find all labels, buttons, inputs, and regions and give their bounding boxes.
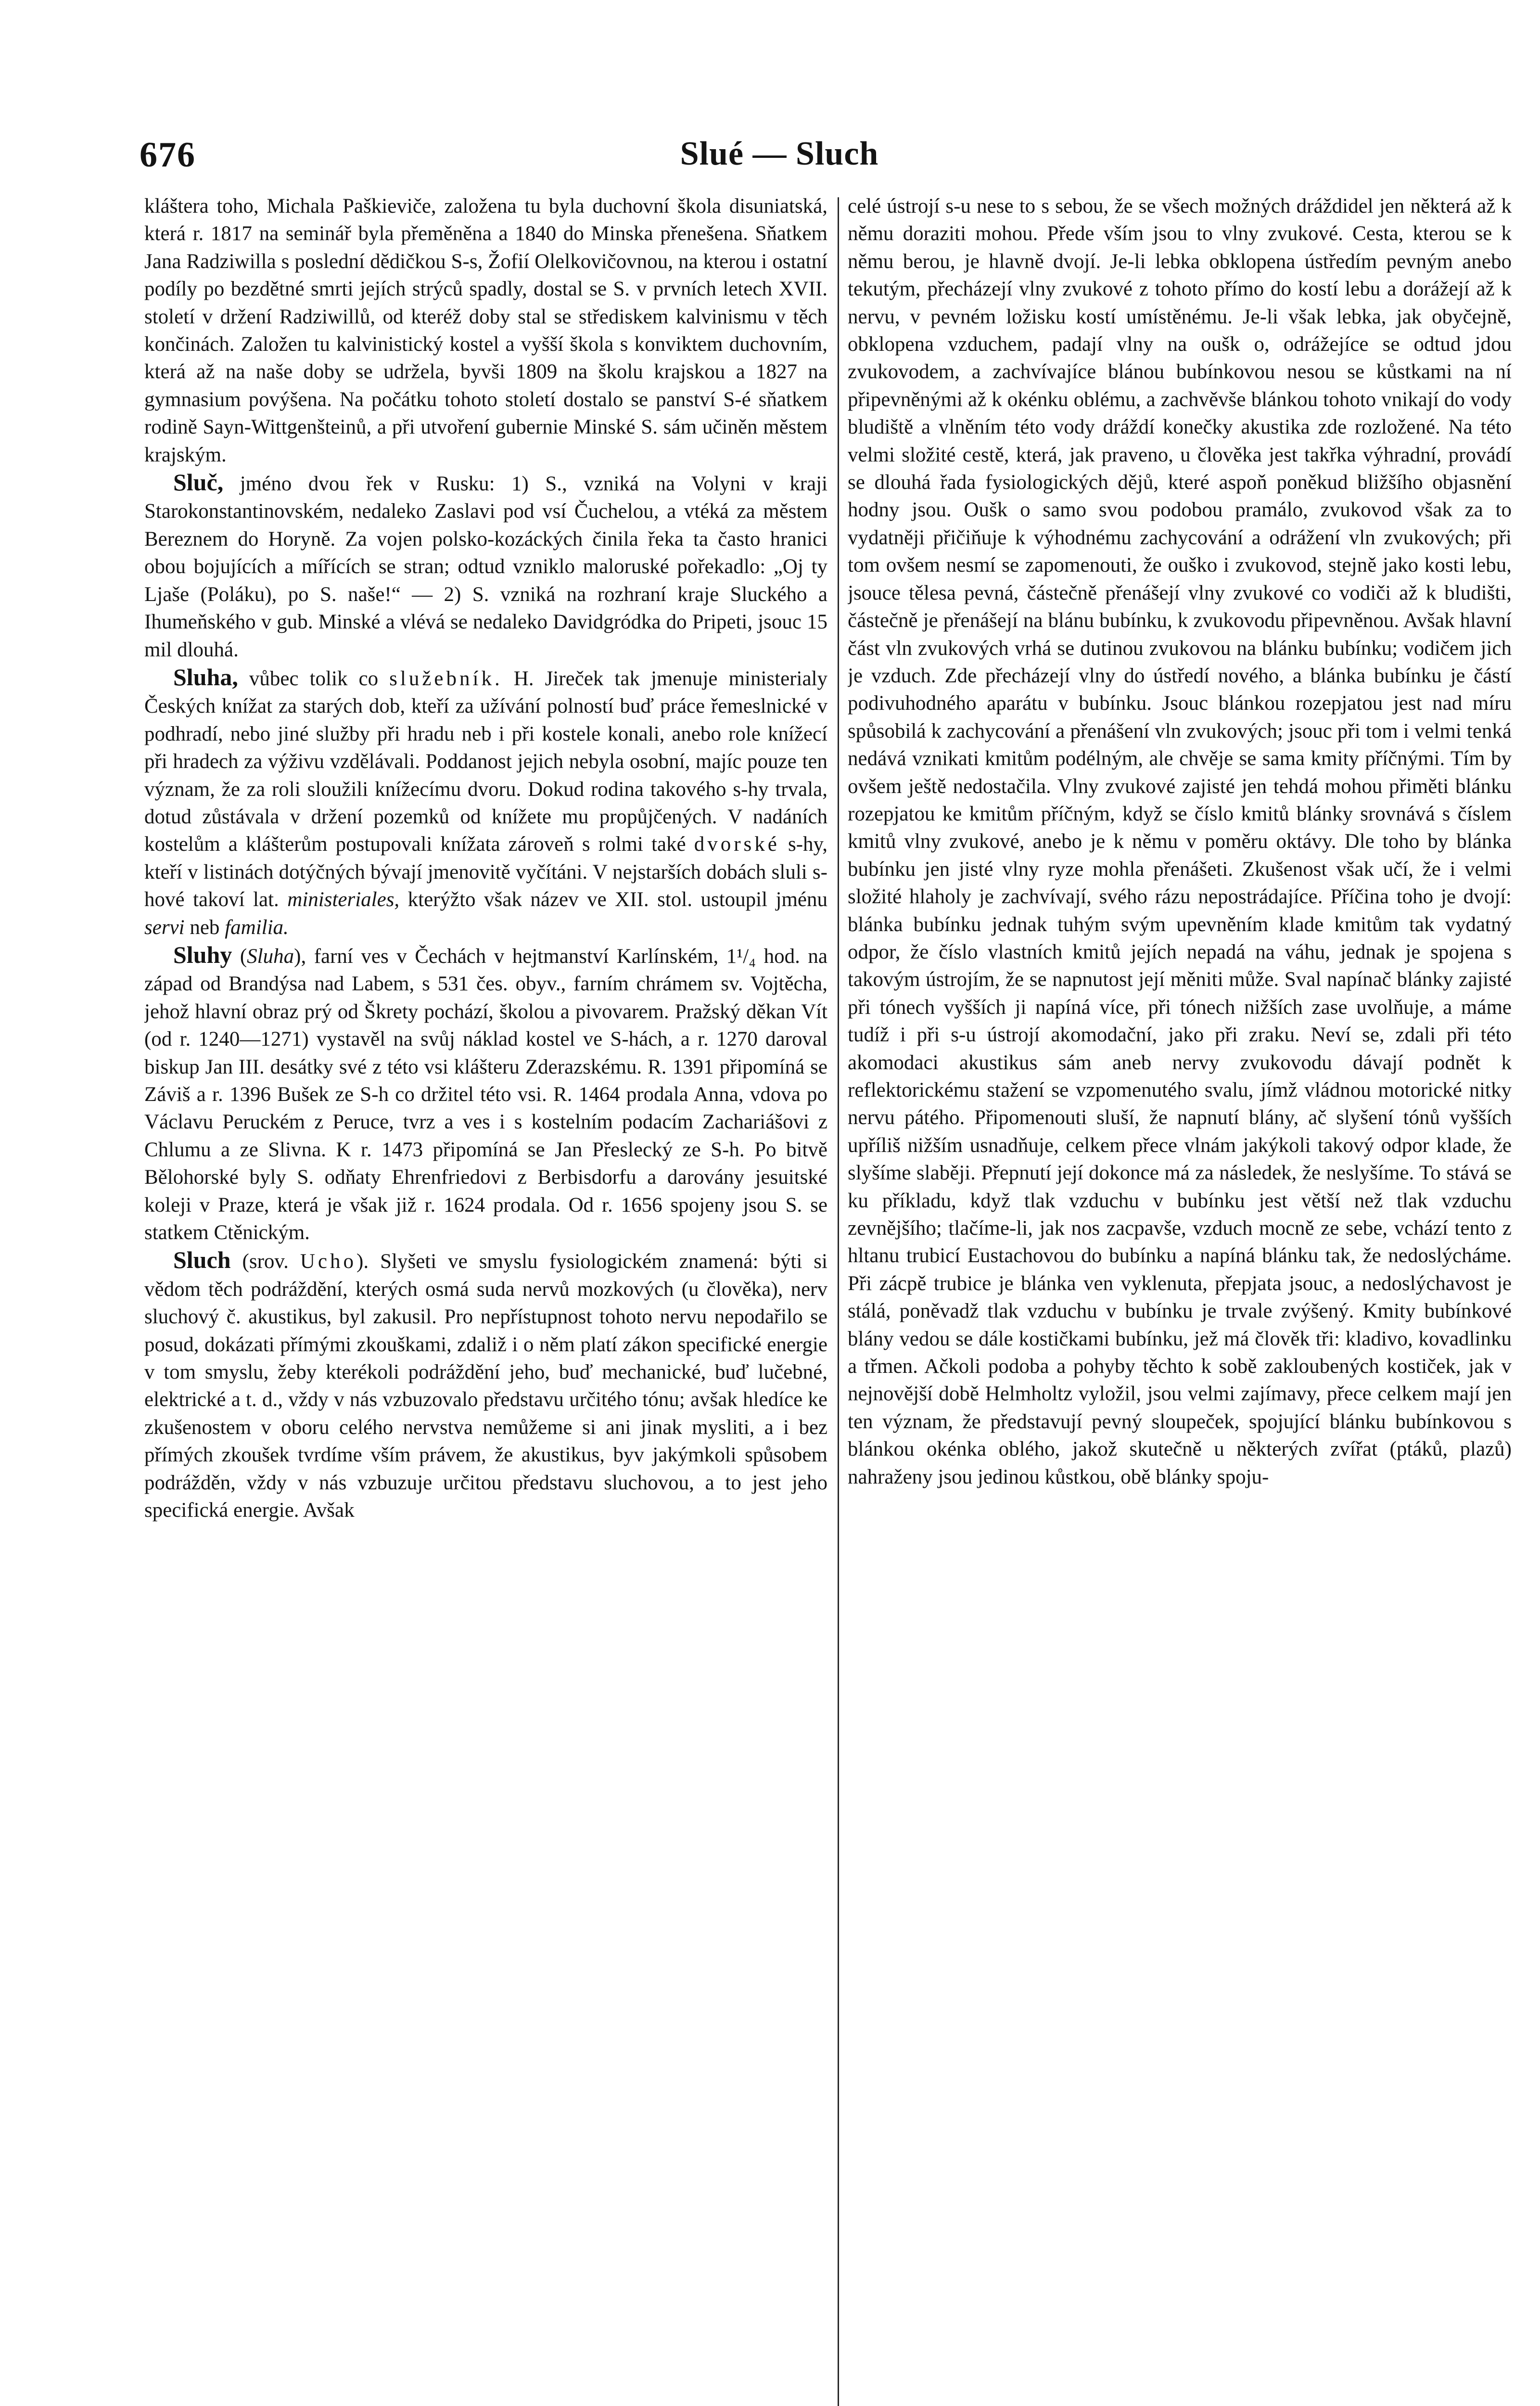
- page-header: [130, 130, 1429, 183]
- column-divider: [838, 197, 839, 2406]
- entry-text: s-hy, kteří v listinách dotýčných bývají jmenovitě vyčítáni. V nejstarších dobách sluli s-hové takoví lat.: [144, 833, 827, 911]
- italic-term: servi: [144, 916, 185, 939]
- headword-sluha: Sluha,: [173, 663, 238, 691]
- continued-paragraph: kláštera toho, Michala Paškieviče, založena tu byla duchovní škola disuniatská, která r. 1817 na seminář byla přeměněna a 1840 do Minska přenešena. Sňatkem Jana Radziwilla s poslední dědičkou S-s, Žofií Olelkovičovnou, na kterou i ostatní podíly po bezdětné smrti jejích strýců spadly, dostal se S. v prvních letech XVII. století v držení Radziwillů, od kteréž doby stal se střediskem kalvinismu v těch končinách. Založen tu kalvinistický kostel a vyšší škola s konviktem duchovním, která až na naše doby se udržela, byvši 1809 na školu krajskou a 1827 na gymnasium povýšena. Na počátku tohoto století dostalo se panství S-é sňatkem rodině Sayn-Wittgenšteinů, a při utvoření gubernie Minské S. sám učiněn městem krajským.: [144, 195, 827, 466]
- headword-slucz: Sluč,: [173, 469, 224, 496]
- entry-text: jméno dvou řek v Rusku: 1) S., vzniká na Volyni v kraji Starokonstantinovském, nedaleko Zaslavi pod vsí Čuchelou, a vtéká za městem Bereznem do Horyně. Za vojen polsko-kozáckých činila řeka ta často hranici obou bojujících a mířících se stran; odtud vzniklo maloruské pořekadlo: „Oj ty Ljaše (Poláku), po S. naše!“ — 2) S. vzniká na rozhraní kraje Sluckého a Ihumeňského v gub. Minské a vlévá se nedaleko Davidgródka do Pripeti, jsouc 15 mil dlouhá.: [144, 473, 827, 661]
- left-column: [144, 192, 827, 2406]
- entry-text: H. Jireček tak jmenuje ministerialy Českých knížat za starých dob, kteří za užívání polností buď práce řemeslnické v podhradí, nebo jiné služby při hradu neb i při kostele konali, anebo role knížecí při hradech za výživu vzdělávali. Poddanost jejich nebyla osobní, majíc pouze ten význam, že za roli sloužili knížecímu dvoru. Dokud rodina takového s-hy trvala, dotud zůstávala v držení pozemků od knížete mu propůjčených. V nadáních kostelům a klášterům postupovali knížata zároveň s rolmi také: [144, 667, 827, 856]
- entry-sluhy: [144, 941, 827, 1246]
- page-number: 676: [140, 135, 196, 175]
- spaced-term: dvorské: [694, 833, 780, 856]
- entry-text: ). Slyšeti ve smyslu fysiologickém znamená: býti si vědom těch podráždění, kterých osmá suda nervů mozkových (u člověka), nerv sluchový č. akustikus, byl zakusil. Pro nepřístupnost tohoto nervu nepodařilo se posud, dokázati přímými zkouškami, zdaliž i o něm platí zákon specifické energie v tom smyslu, žeby kterékoli podráždění jeho, buď mechanické, buď lučebné, elektrické a t. d., vždy v nás vzbuzovalo představu určitého tónu; avšak hledíce ke zkušenostem v oboru celého nervstva nemůžeme si ani jinak mysliti, a i bez přímých zkoušek tvrdíme vším právem, že akustikus, byv jakýmkoli spůsobem podrážděn, vždy v nás vzbuzuje určitou představu sluchovou, a to jest jeho specifická energie. Avšak: [144, 1250, 827, 1522]
- headword-sluhy: Sluhy: [173, 941, 232, 968]
- headword-sluch: Sluch: [173, 1246, 231, 1274]
- right-column: [848, 192, 1512, 2406]
- entry-text: (srov.: [230, 1250, 300, 1273]
- entry-sluha: [144, 664, 827, 941]
- running-head: Slué — Sluch: [680, 135, 879, 172]
- italic-term: Sluha: [247, 945, 294, 968]
- entry-sluch: [144, 1246, 827, 1524]
- entry-slucz: [144, 469, 827, 664]
- entry-text: (: [232, 945, 247, 968]
- continued-paragraph: celé ústrojí s-u nese to s sebou, že se všech možných dráždidel jen některá až k němu doraziti mohou. Přede vším jsou to vlny zvukové. Cesta, kterou se k němu berou, je hlavně dvojí. Je-li lebka obklopena ústředím pevným anebo tekutým, přecházejí vlny zvukové z tohoto přímo do kostí lebu a dorážejí až k nervu, v pevném ložisku kostí umístěnému. Je-li však lebka, jak obyčejně, obklopena vzduchem, padají vlny na oušk o, odrážejíce se odtud jdou zvukovodem, a zachvívajíce blánou bubínkovou nesou se kůstkami na ní připevněnými až k okénku oblému, a zachvěvše blánkou tohoto vnikají do vody bludiště a vlněním této vody dráždí konečky akustika zde rozložené. Na této velmi složité cestě, která, jak praveno, u člověka jest takřka výhradní, provádí se dlouhá řada fysiologických dějů, které aspoň poněkud bližšího objasnění hodny jsou. Oušk o samo svou podobou pramálo, zvukovod však za to vydatněji přičiňuje k výhodnému zachycování a odrážení vln zvukových; při tom ovšem nesmí se zapomenouti, že ouško i zvukovod, stejně jako kosti lebu, jsouce tělesa pevná, částečně přenášejí vlny zvukové co vodiči až k bludišti, částečně je přenášejí na blánu bubínku, k zvukovodu připevněnou. Avšak hlavní část vln zvukových vrhá se dutinou zvukovou na blánku bubínku; vodičem jich je vzduch. Zde přecházejí vlny do ústředí nového, a blánka bubínku je částí podivuhodného aparátu v bubínku. Jsouc blánkou rozepjatou jest nad míru spůsobilá k zachycování a přenášení vln zvukových; jsouc při tom i velmi tenká nedává vznikati kmitům podélným, ale chvěje se sama kmity příčnými. Tím by ovšem ještě nedostačila. Vlny zvukové zajisté jen tehdá mohou přiměti blánku rozepjatou ke kmitům příčným, když se číslo kmitů blánky srovnává s číslem kmitů vlny zvukové, anebo je k němu v poměru oktávy. Dle toho by blánka bubínku jen jisté vlny ryze mohla přenášeti. Zkušenost však učí, že i velmi složité hlaholy je zachvívají, svého rázu nepostrádajíce. Příčina toho je dvojí: blánka bubínku jednak tuhým svým upevněním klade kmitům tak vydatný odpor, že číslo vlastních kmitů jejích nepadá na váhu, jednak je spojena s takovým ústrojím, že se napnutost její měniti může. Sval napínač blánky zajisté při tónech vyšších ji napíná více, při tónech nižších zase uvolňuje, a máme tudíž i při s-u ústrojí akomodační, jako při zraku. Neví se, zdali při této akomodaci akustikus sám aneb nervy zvukovodu dávají podnět k reflektorickému stažení se vzpomenutého svalu, jímž vládnou motorické nitky nervu pátého. Připomenouti sluší, že napnutí blány, ač slyšení tónů vyšších upříliš nižším usnadňuje, celkem přece vlnám jakýkoli takový odpor klade, že slyšíme slaběji. Přepnutí její dokonce má za následek, že neslyšíme. To stává se ku příkladu, když tlak vzduchu v bubínku jest větší než tlak vzduchu zevnějšího; tlačíme-li, jak nos zacpavše, vzduch mocně ze sebe, vchází tento z hltanu trubicí Eustachovou do bubínku a napíná blánku tak, že nedoslýcháme. Při zácpě trubice je blánka ven vyklenuta, přepjata jsouc, a nedoslýchavost je stálá, poněvadž tlak vzduchu v bubínku je trvale zvýšený. Kmity bubínkové blány vedou se dále kostičkami bubínku, jež má člověk tři: kladivo, kovadlinku a třmen. Ačkoli podoba a pohyby těchto k sobě zakloubených kostiček, jak v nejnovější době Helmholtz vyložil, jsou velmi zajímavy, přece celkem mají jen ten význam, že představují pevný sloupeček, spojující blánku bubínkovou s blánkou okénka oblého, jakož skutečně u některých zvířat (ptáků, plazů) nahraženy jsou jedinou kůstkou, obě blánky spoju-: [848, 195, 1512, 1488]
- entry-text: neb: [184, 916, 225, 939]
- italic-term: ministeriales,: [287, 888, 400, 911]
- entry-text: ), farní ves v Čechách v hejtmanství Karlínském, 1¹/₄ hod. na západ od Brandýsa nad Labem, s 531 čes. obyv., farním chrámem sv. Vojtěcha, jehož hlavní obraz prý od Škrety pochází, školou a pivovarem. Pražský děkan Vít (od r. 1240—1271) vystavěl na svůj náklad kostel ve S-hách, a r. 1270 daroval biskup Jan III. desátky své z této vsi klášteru Zderazskému. R. 1391 připomíná se Záviš a r. 1396 Bušek ze S-h co držitel této vsi. R. 1464 prodala Anna, vdova po Václavu Peruckém z Peruce, tvrz a ves i s kostelním podacím Zachariášovi z Chlumu a ze Slivna. K r. 1473 připomíná se Jan Přeslecký ze S-h. Po bitvě Bělohorské byly S. odňaty Ehrenfriedovi z Berbisdorfu a darovány jesuitské koleji v Praze, která je však již r. 1624 prodala. Od r. 1656 spojeny jsou S. se statkem Ctěnickým.: [144, 945, 827, 1244]
- spaced-term: služebník.: [389, 667, 503, 690]
- entry-text: kterýžto však název ve XII. stol. ustoupil jménu: [399, 888, 827, 911]
- spaced-term: Ucho: [300, 1250, 357, 1273]
- entry-text: vůbec tolik co: [238, 667, 390, 690]
- italic-term: familia.: [225, 916, 289, 939]
